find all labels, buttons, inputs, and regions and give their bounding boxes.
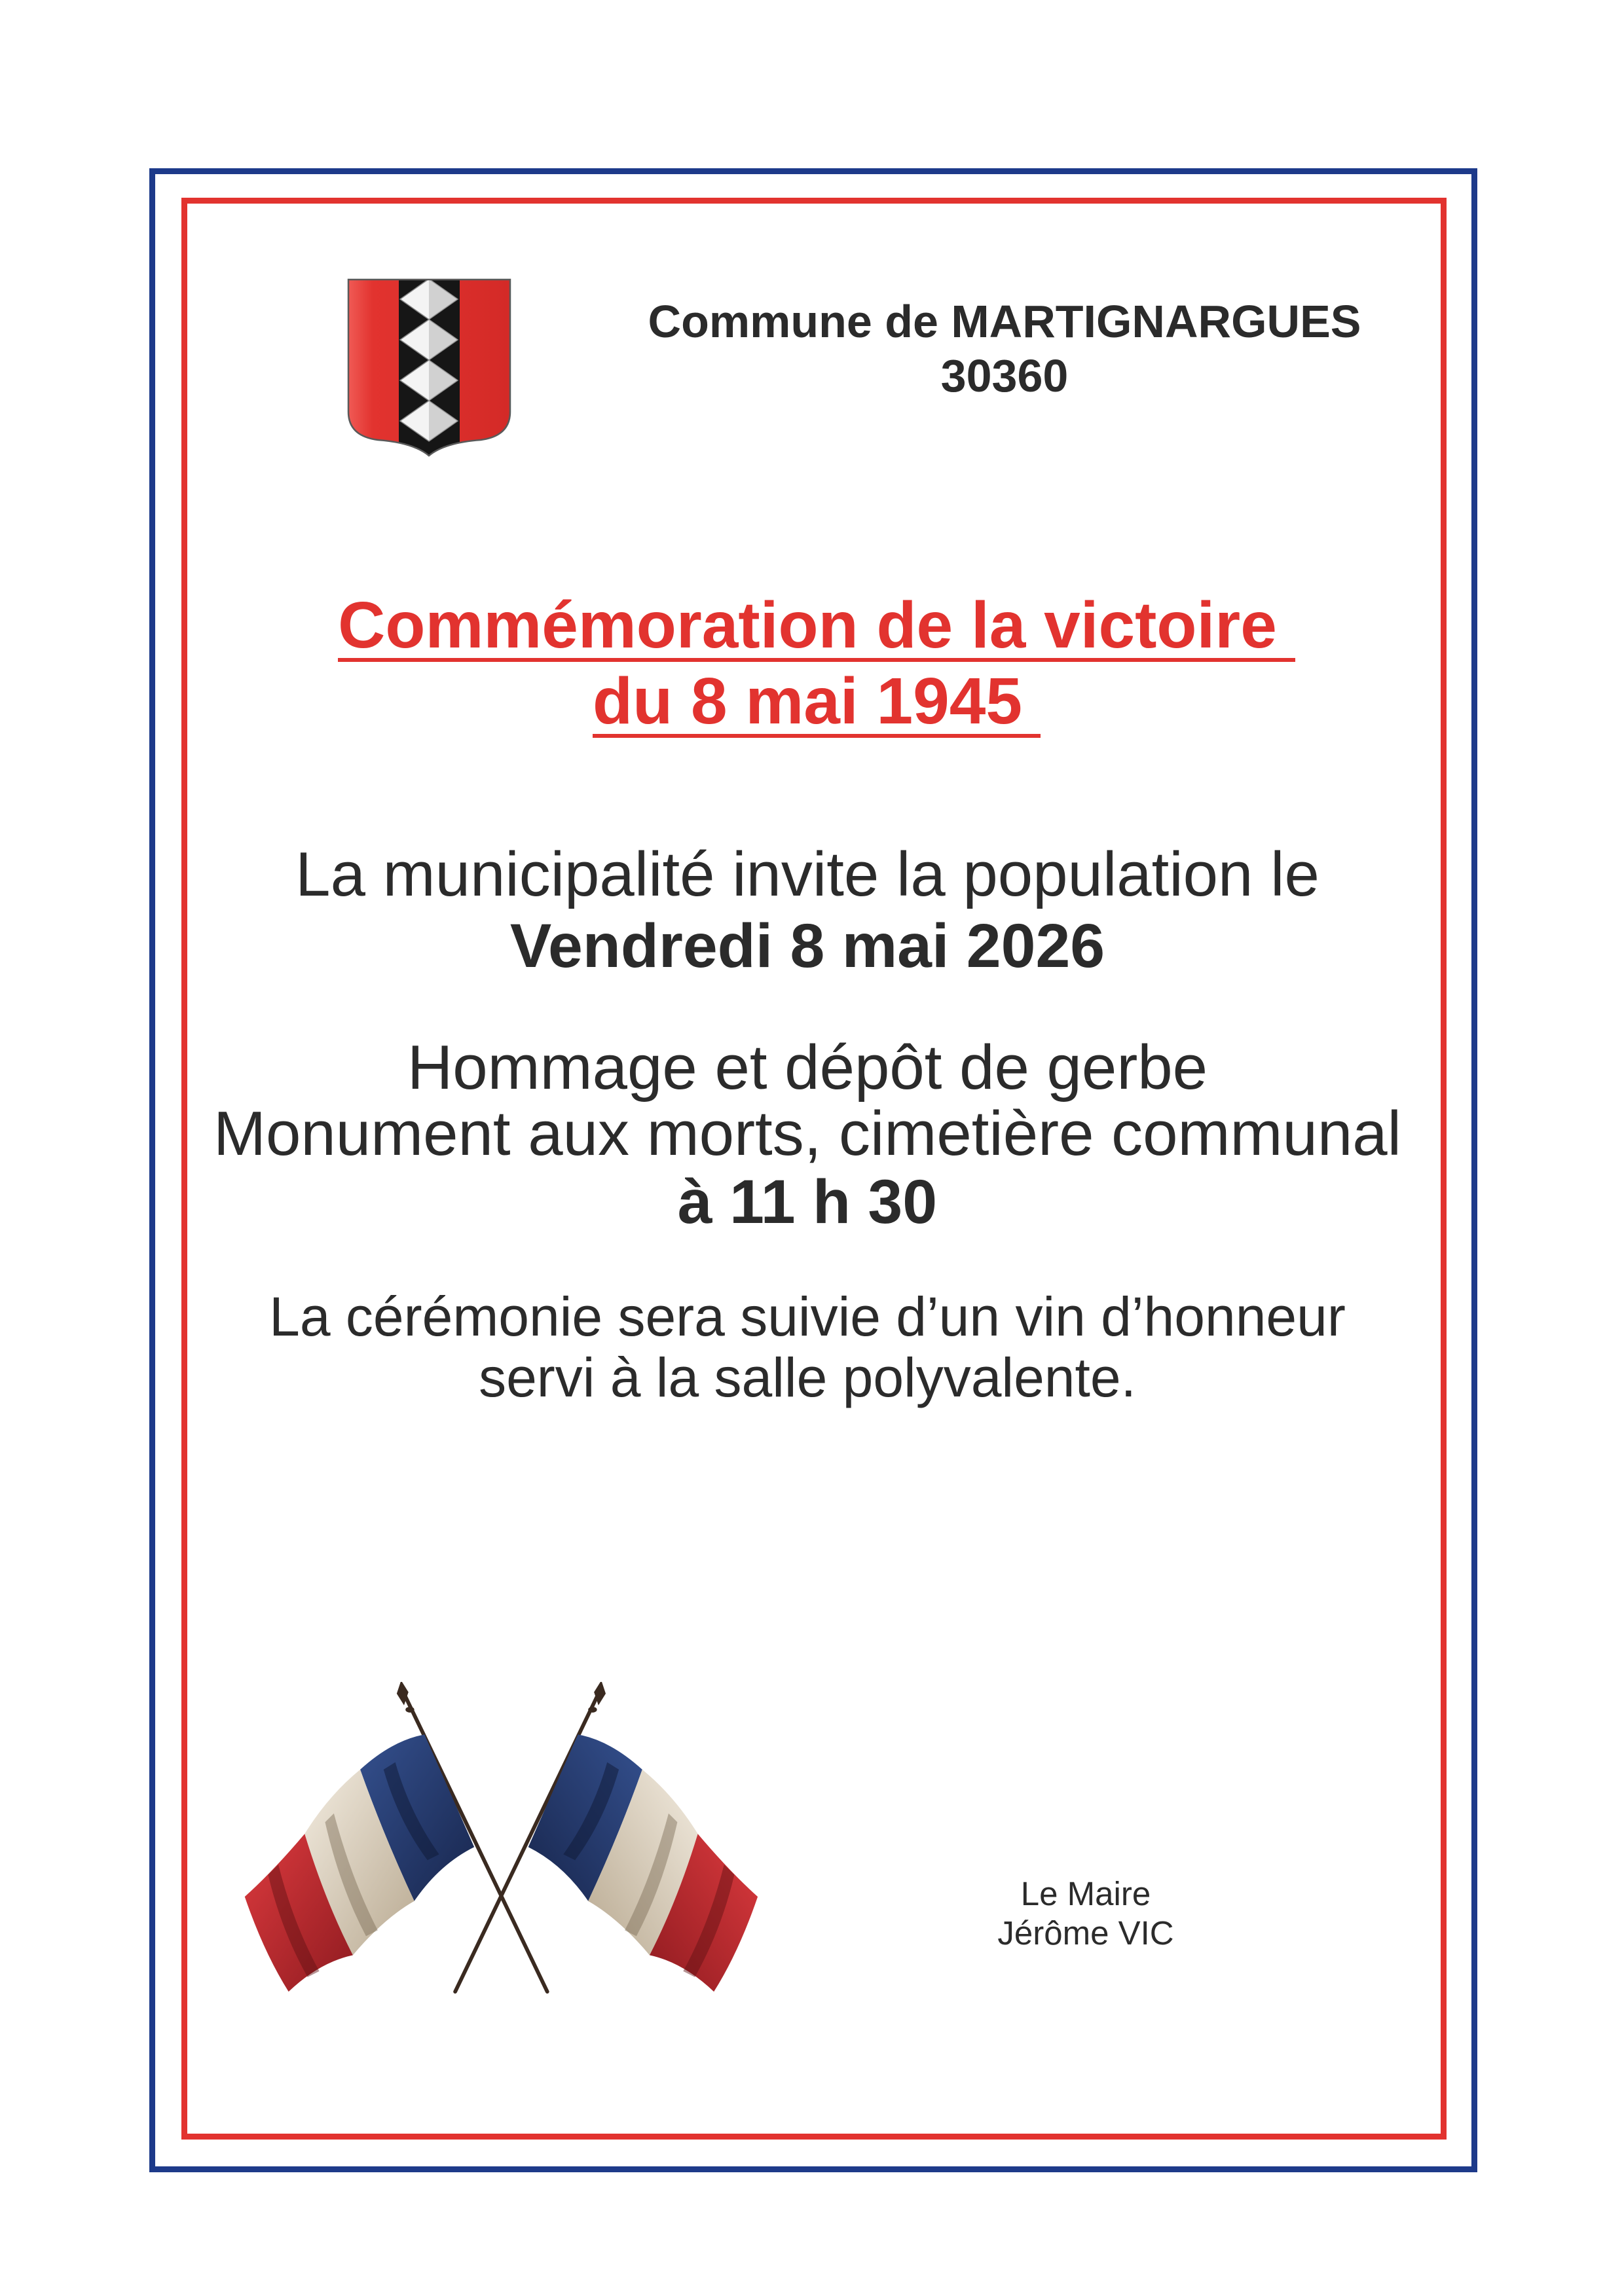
reception-line-2: servi à la salle polyvalente. [479,1347,1136,1408]
invitation-intro: La municipalité invite la population le [295,839,1320,909]
postal-code: 30360 [940,350,1069,401]
invitation-date: Vendredi 8 mai 2026 [509,911,1105,981]
reception-line-1: La cérémonie sera suivie d’un vin d’honneur [269,1286,1346,1347]
commune-header [612,295,1397,403]
coat-of-arms-icon [346,278,512,458]
event-title-line-1 [194,587,1439,663]
event-title-text-1: Commémoration de la victoire [338,592,1295,662]
flag-right [455,1682,758,1992]
event-title-text-2: du 8 mai 1945 [593,668,1041,738]
ceremony-time: à 11 h 30 [677,1167,938,1237]
event-title-line-2 [194,663,1439,739]
commune-name: Commune de MARTIGNARGUES [648,296,1361,347]
ceremony-location: Monument aux morts, cimetière communal [213,1099,1401,1169]
flag-left [245,1682,547,1992]
lozenge-band [399,278,460,458]
signature-block [955,1874,1217,1953]
ceremony-event: Hommage et dépôt de gerbe [407,1032,1208,1102]
signature-name: Jérôme VIC [997,1914,1174,1952]
crossed-french-flags-icon [242,1682,768,2003]
signature-role: Le Maire [1020,1875,1151,1912]
